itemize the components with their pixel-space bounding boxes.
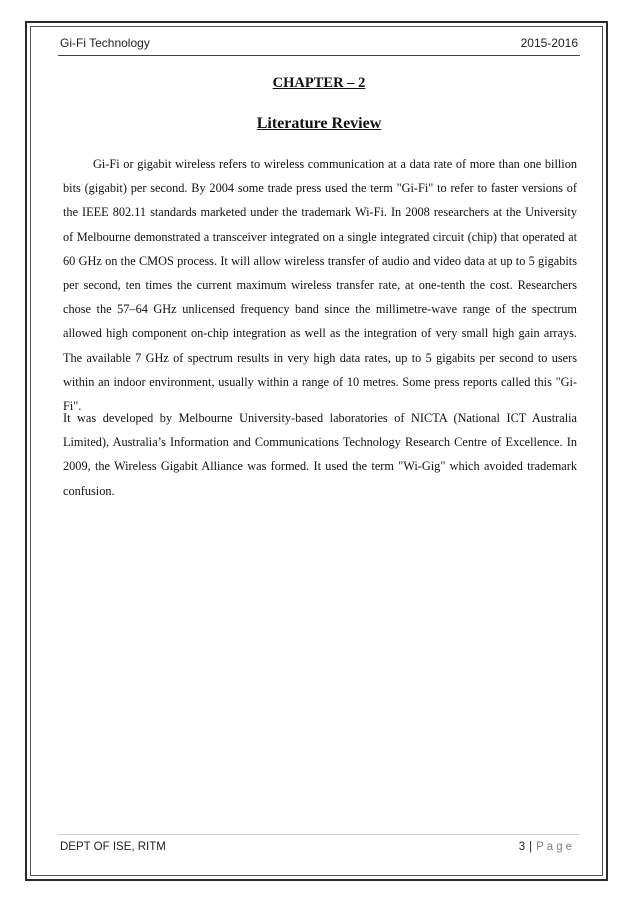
- paragraph-1: Gi-Fi or gigabit wireless refers to wireless communication at a data rate of more than one billion bits (gigabit) per second. By 2004 some trade press used the term "Gi-Fi" to refer to faster versions of the IEEE 802.11 standards marketed under the trademark Wi-Fi. In 2008 researchers at the University of Melbourne demonstrated a transceiver integrated on a single integrated circuit (chip) that operated at 60 GHz on the CMOS process. It will allow wireless transfer of audio and video data at up to 5 gigabits per second, ten times the current maximum wireless transfer rate, at one-tenth the cost. Researchers chose the 57–64 GHz unlicensed frequency band since the millimetre-wave range of the spectrum allowed high component on-chip integration as well as the integration of very small high gain arrays. The available 7 GHz of spectrum results in very high data rates, up to 5 gigabits per second to users within an indoor environment, usually within a range of 10 metres. Some press reports called this "Gi-Fi".: [63, 157, 577, 414]
- header-year: 2015-2016: [520, 36, 578, 50]
- page-number: 3: [518, 841, 526, 853]
- paragraph-2: It was developed by Melbourne University-based laboratories of NICTA (National ICT Australia Limited), Australia’s Information and Communications Technology Research Centre of Excellence. In 2009, the Wireless Gigabit Alliance was formed. It used the term "Wi-Gig" which avoided trademark confusion.: [63, 411, 577, 498]
- section-title: Literature Review: [256, 115, 382, 132]
- footer-page-info: [519, 841, 575, 853]
- chapter-heading: CHAPTER – 2: [272, 75, 366, 91]
- footer-divider: [58, 834, 580, 835]
- page-separator: |: [529, 841, 533, 853]
- header-title: Gi-Fi Technology: [60, 36, 150, 50]
- footer-department: DEPT OF ISE, RITM: [60, 841, 166, 853]
- header-divider: [58, 55, 580, 56]
- page-label: Page: [536, 841, 575, 853]
